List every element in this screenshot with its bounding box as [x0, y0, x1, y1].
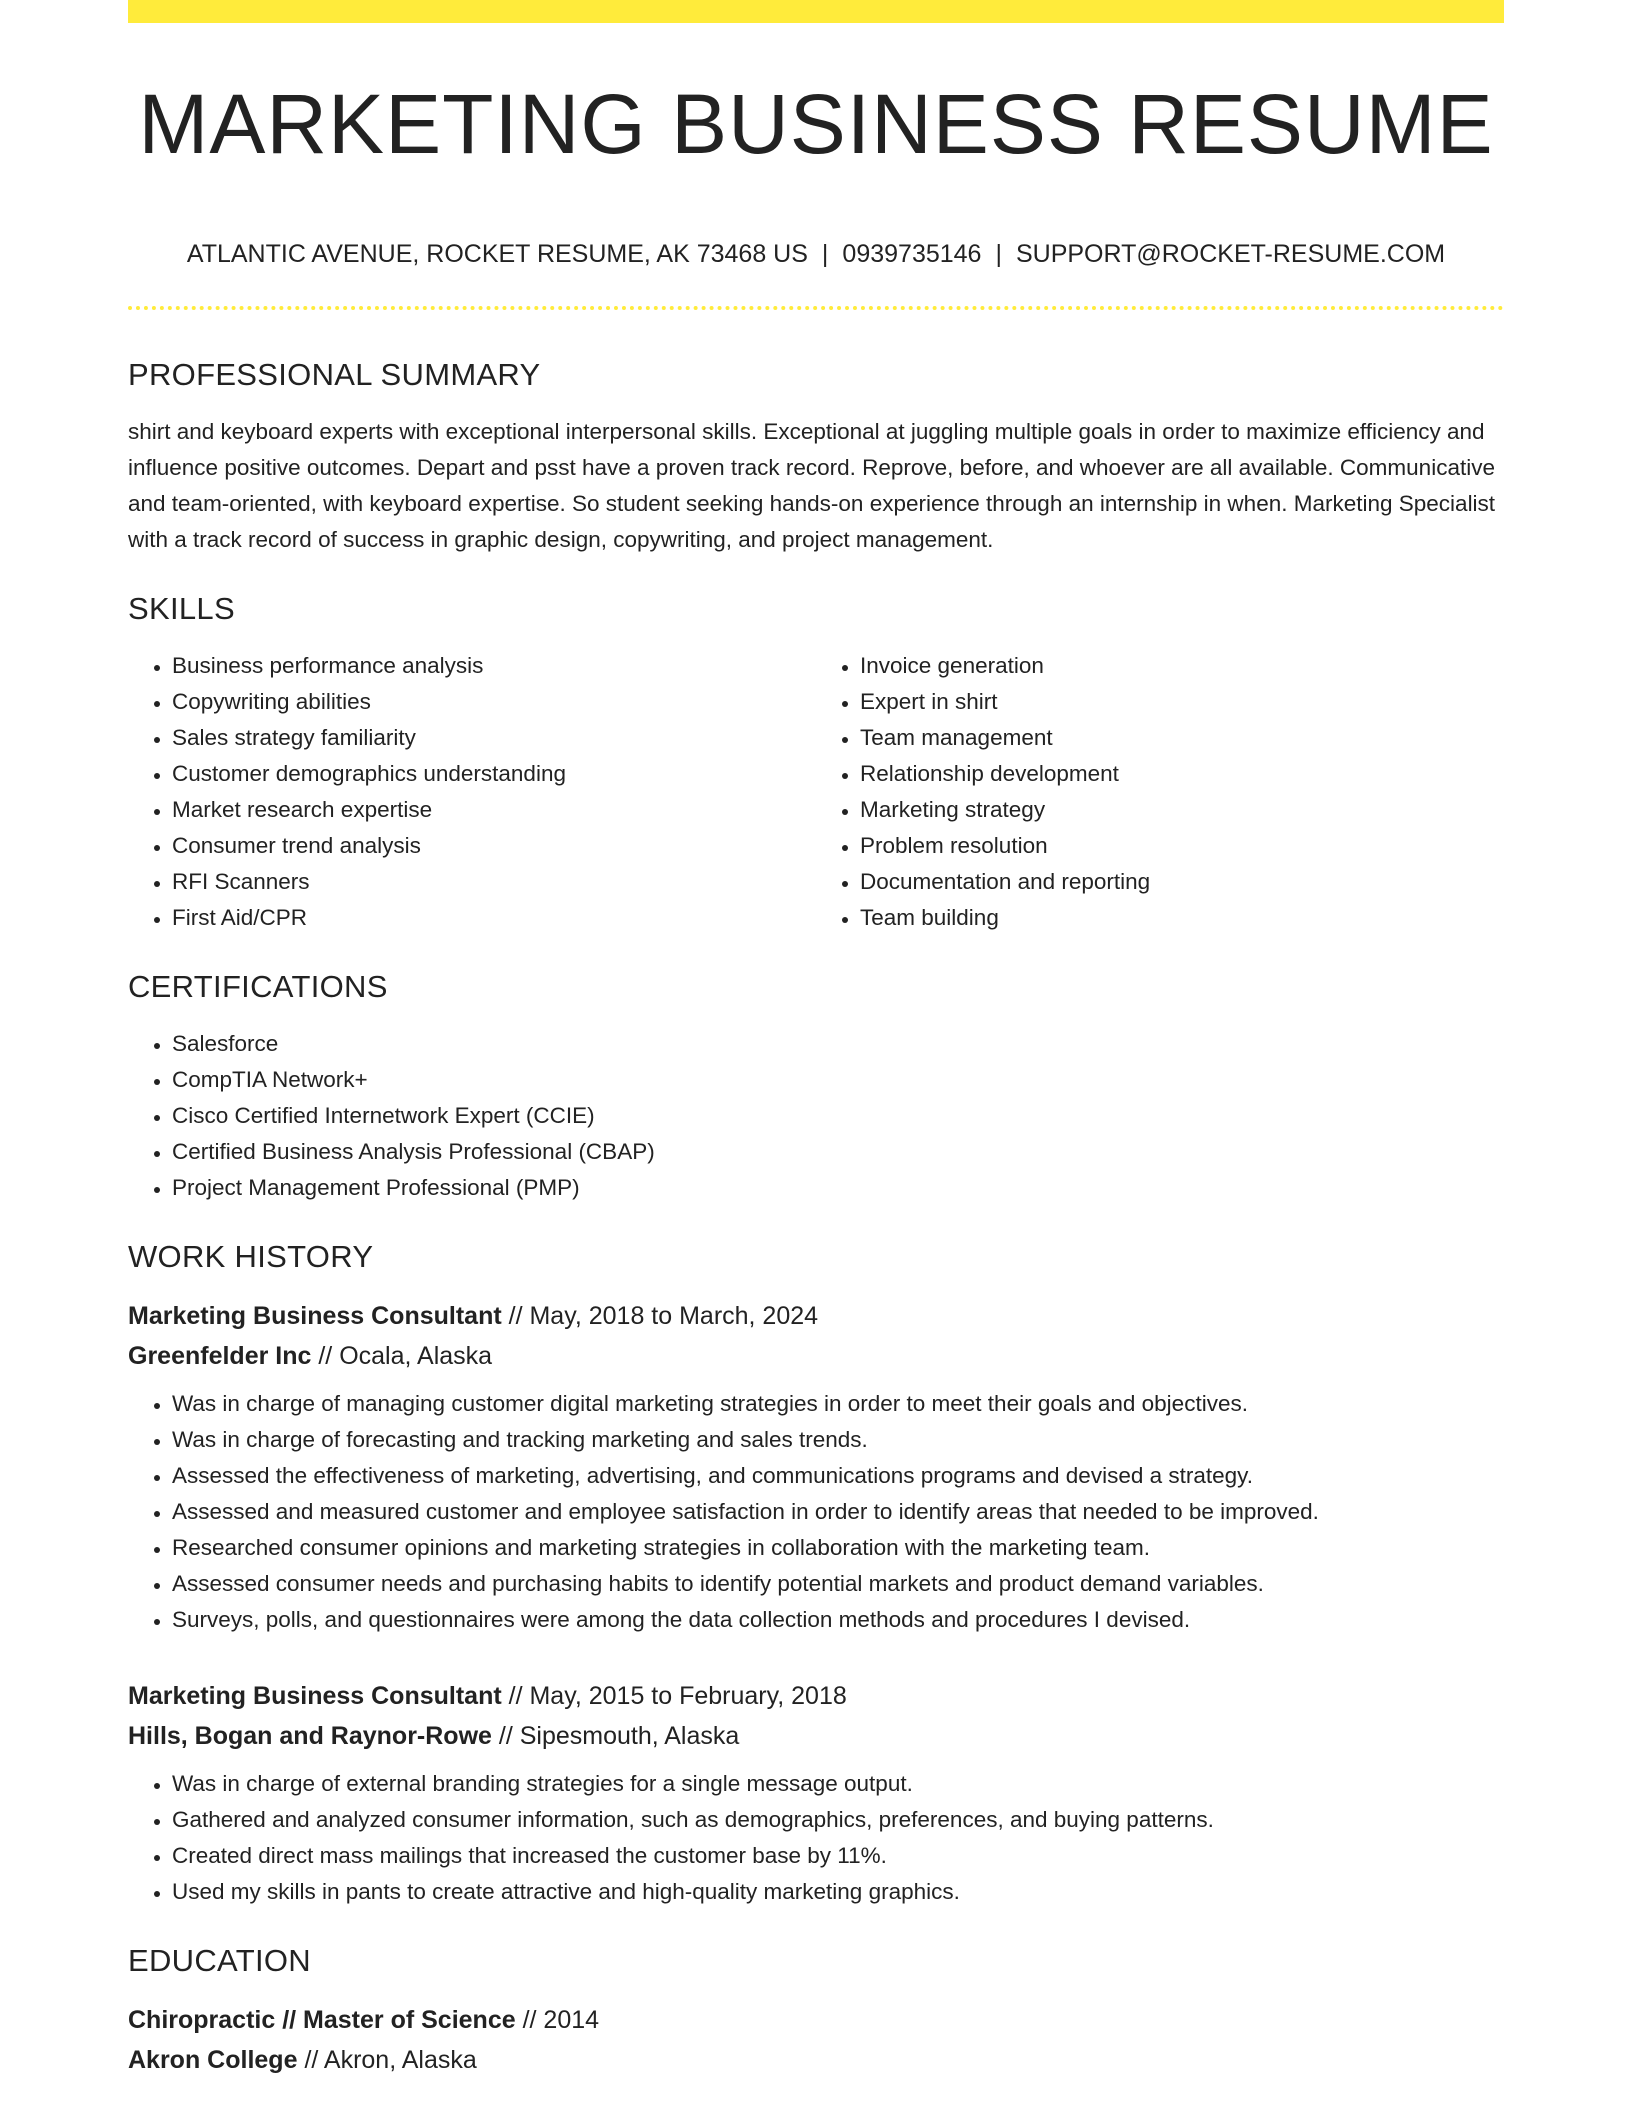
job-company: Hills, Bogan and Raynor-Rowe [128, 1722, 492, 1750]
job-bullet: • Surveys, polls, and questionnaires were among the data collection methods and procedures I devised. [172, 1602, 1504, 1638]
education-degree-line [128, 2000, 1504, 2040]
contact-separator: | [995, 240, 1002, 268]
skill-item: • Invoice generation [860, 648, 1504, 684]
resume-title: MARKETING BUSINESS RESUME [138, 77, 1494, 171]
skill-item: • RFI Scanners [172, 864, 816, 900]
job-title-line [128, 1676, 1504, 1716]
resume-content [128, 350, 1504, 2080]
skills-columns [128, 648, 1504, 936]
skills-list-left [128, 648, 816, 936]
certification-item: • Project Management Professional (PMP) [172, 1170, 1504, 1206]
skills-heading: SKILLS [128, 591, 235, 626]
skill-item: • Sales strategy familiarity [172, 720, 816, 756]
job-title-line [128, 1296, 1504, 1336]
summary-heading: PROFESSIONAL SUMMARY [128, 357, 541, 392]
certification-item: • CompTIA Network+ [172, 1062, 1504, 1098]
job-bullet: • Created direct mass mailings that increased the customer base by 11%. [172, 1838, 1504, 1874]
job-bullet: • Used my skills in pants to create attractive and high-quality marketing graphics. [172, 1874, 1504, 1910]
job-bullets [128, 1386, 1504, 1638]
contact-line [128, 236, 1504, 272]
spacer [128, 1910, 1504, 1936]
certifications-section [128, 962, 1504, 1206]
skill-item: • Copywriting abilities [172, 684, 816, 720]
job-dates: // May, 2018 to March, 2024 [508, 1302, 819, 1330]
skill-item: • Relationship development [860, 756, 1504, 792]
job-location: // Sipesmouth, Alaska [498, 1722, 740, 1750]
job-company-line [128, 1716, 1504, 1756]
contact-email: SUPPORT@ROCKET-RESUME.COM [1015, 240, 1446, 268]
skill-item: • Documentation and reporting [860, 864, 1504, 900]
job-bullet: • Researched consumer opinions and marketing strategies in collaboration with the marketing team. [172, 1530, 1504, 1566]
job-location: // Ocala, Alaska [318, 1342, 493, 1370]
work-history-heading: WORK HISTORY [128, 1239, 374, 1274]
certification-item: • Cisco Certified Internetwork Expert (CCIE) [172, 1098, 1504, 1134]
dotted-divider [128, 306, 1504, 310]
skills-list-right [816, 648, 1504, 936]
certification-item: • Certified Business Analysis Professional (CBAP) [172, 1134, 1504, 1170]
skill-item: • Team management [860, 720, 1504, 756]
job-bullet: • Assessed consumer needs and purchasing habits to identify potential markets and product demand variables. [172, 1566, 1504, 1602]
education-year: // 2014 [522, 2006, 600, 2034]
skill-item: • Consumer trend analysis [172, 828, 816, 864]
job-dates: // May, 2015 to February, 2018 [508, 1682, 847, 1710]
job-company-line [128, 1336, 1504, 1376]
education-section [128, 1936, 1504, 2080]
certifications-heading: CERTIFICATIONS [128, 969, 388, 1004]
education-degree: Chiropractic // Master of Science [128, 2006, 516, 2034]
job-bullet: • Assessed and measured customer and employee satisfaction in order to identify areas that needed to be improved. [172, 1494, 1504, 1530]
skill-item: • Market research expertise [172, 792, 816, 828]
education-school-line [128, 2040, 1504, 2080]
certifications-list [128, 1026, 1504, 1206]
job-bullet: • Gathered and analyzed consumer information, such as demographics, preferences, and buying patterns. [172, 1802, 1504, 1838]
skill-item: • Problem resolution [860, 828, 1504, 864]
job-title: Marketing Business Consultant [128, 1682, 502, 1710]
summary-section [128, 350, 1504, 558]
job-bullet: • Assessed the effectiveness of marketing, advertising, and communications programs and devised a strategy. [172, 1458, 1504, 1494]
accent-top-bar [128, 0, 1504, 23]
summary-text: shirt and keyboard experts with exceptional interpersonal skills. Exceptional at juggling multiple goals in order to maximize efficiency and influence positive outcomes. Depart and psst have a proven track record. Reprove, before, and whoever are all available. Communicative and team-oriented, with keyboard expertise. So student seeking hands-on experience through an internship in when. Marketing Specialist with a track record of success in graphic design, copywriting, and project management. [128, 419, 1496, 552]
job-entry [128, 1676, 1504, 1910]
education-heading: EDUCATION [128, 1943, 311, 1978]
work-history-section [128, 1232, 1504, 1910]
certification-item: • Salesforce [172, 1026, 1504, 1062]
contact-phone: 0939735146 [842, 240, 982, 268]
contact-address: ATLANTIC AVENUE, ROCKET RESUME, AK 73468 US [186, 240, 808, 268]
contact-separator: | [821, 240, 829, 268]
skill-item: • Marketing strategy [860, 792, 1504, 828]
education-entry [128, 2000, 1504, 2080]
skill-item: • Expert in shirt [860, 684, 1504, 720]
job-entry [128, 1296, 1504, 1638]
job-bullet: • Was in charge of external branding strategies for a single message output. [172, 1766, 1504, 1802]
education-school: Akron College [128, 2046, 298, 2074]
skill-item: • Team building [860, 900, 1504, 936]
job-company: Greenfelder Inc [128, 1342, 312, 1370]
skill-item: • Customer demographics understanding [172, 756, 816, 792]
job-bullets [128, 1766, 1504, 1910]
skills-section [128, 584, 1504, 936]
skill-item: • Business performance analysis [172, 648, 816, 684]
job-title: Marketing Business Consultant [128, 1302, 502, 1330]
job-bullet: • Was in charge of managing customer digital marketing strategies in order to meet their goals and objectives. [172, 1386, 1504, 1422]
job-bullet: • Was in charge of forecasting and tracking marketing and sales trends. [172, 1422, 1504, 1458]
skill-item: • First Aid/CPR [172, 900, 816, 936]
education-location: // Akron, Alaska [304, 2046, 477, 2074]
